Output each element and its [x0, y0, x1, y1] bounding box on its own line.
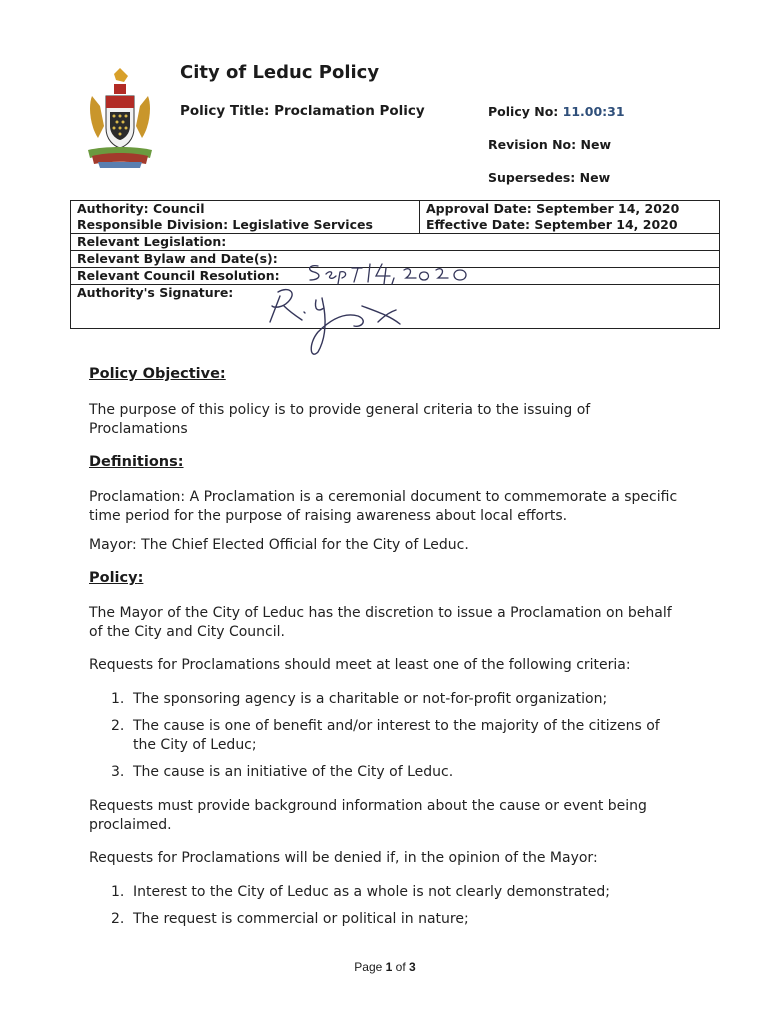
criteria-item	[111, 763, 681, 782]
effective-date: Effective Date: September 14, 2020	[426, 217, 678, 232]
bylaw-label: Relevant Bylaw and Date(s):	[77, 251, 278, 266]
signature-label: Authority's Signature:	[77, 285, 234, 300]
list-number: 1.	[111, 884, 125, 900]
criteria-intro: Requests for Proclamations should meet at least one of the following criteria:	[89, 657, 631, 673]
list-number: 1.	[111, 691, 125, 707]
denied-item	[111, 883, 681, 902]
criteria-item	[111, 690, 681, 709]
authority-label: Authority: Council	[77, 201, 205, 216]
legislation-row	[71, 234, 719, 251]
list-text: Interest to the City of Leduc as a whole is not clearly demonstrated;	[133, 884, 611, 900]
resolution-label: Relevant Council Resolution:	[77, 268, 280, 283]
policy-number	[488, 104, 625, 119]
definition-mayor: Mayor: The Chief Elected Official for the City of Leduc.	[89, 537, 469, 553]
document-org-title: City of Leduc Policy	[180, 62, 380, 83]
list-text: The cause is one of benefit and/or interest to the majority of the citizens of the City of Leduc;	[133, 718, 660, 753]
list-text: The sponsoring agency is a charitable or not-for-profit organization;	[133, 691, 608, 707]
page-total: 3	[409, 960, 416, 974]
denied-intro: Requests for Proclamations will be denied if, in the opinion of the Mayor:	[89, 850, 598, 866]
objective-heading-text: Policy Objective	[89, 366, 220, 382]
denied-item	[111, 910, 681, 929]
policy-number-value: 11.00:31	[562, 104, 625, 119]
page-footer	[0, 960, 770, 974]
revision-number: Revision No: New	[488, 137, 611, 152]
background-text: Requests must provide background information about the cause or event being proclaimed.	[89, 798, 647, 833]
page-current: 1	[385, 960, 393, 974]
list-number: 3.	[111, 764, 125, 780]
policy-objective-heading: Policy Objective:	[89, 366, 226, 382]
approval-date: Approval Date: September 14, 2020	[426, 201, 680, 216]
page-word: Page	[354, 960, 383, 974]
supersedes: Supersedes: New	[488, 170, 611, 185]
criteria-item	[111, 717, 681, 755]
definitions-heading: Definitions:	[89, 454, 184, 470]
list-number: 2.	[111, 911, 125, 927]
policy-heading: Policy:	[89, 570, 144, 586]
policy-title: Policy Title: Proclamation Policy	[180, 103, 425, 119]
policy-heading-text: Policy	[89, 570, 138, 586]
objective-text: The purpose of this policy is to provide general criteria to the issuing of Proclamations	[89, 402, 591, 437]
authority-signature	[258, 282, 408, 360]
list-number: 2.	[111, 718, 125, 734]
division-label: Responsible Division: Legislative Services	[77, 217, 373, 232]
legislation-label: Relevant Legislation:	[77, 234, 227, 249]
city-crest-logo	[84, 66, 156, 170]
page-of: of	[395, 960, 406, 974]
list-text: The request is commercial or political in nature;	[133, 911, 469, 927]
policy-intro: The Mayor of the City of Leduc has the discretion to issue a Proclamation on behalf of the City and City Council.	[89, 605, 672, 640]
list-text: The cause is an initiative of the City of Leduc.	[133, 764, 454, 780]
definition-proclamation: Proclamation: A Proclamation is a ceremonial document to commemorate a specific time period for the purpose of raising awareness about local efforts.	[89, 489, 678, 524]
policy-number-label: Policy No:	[488, 104, 559, 119]
